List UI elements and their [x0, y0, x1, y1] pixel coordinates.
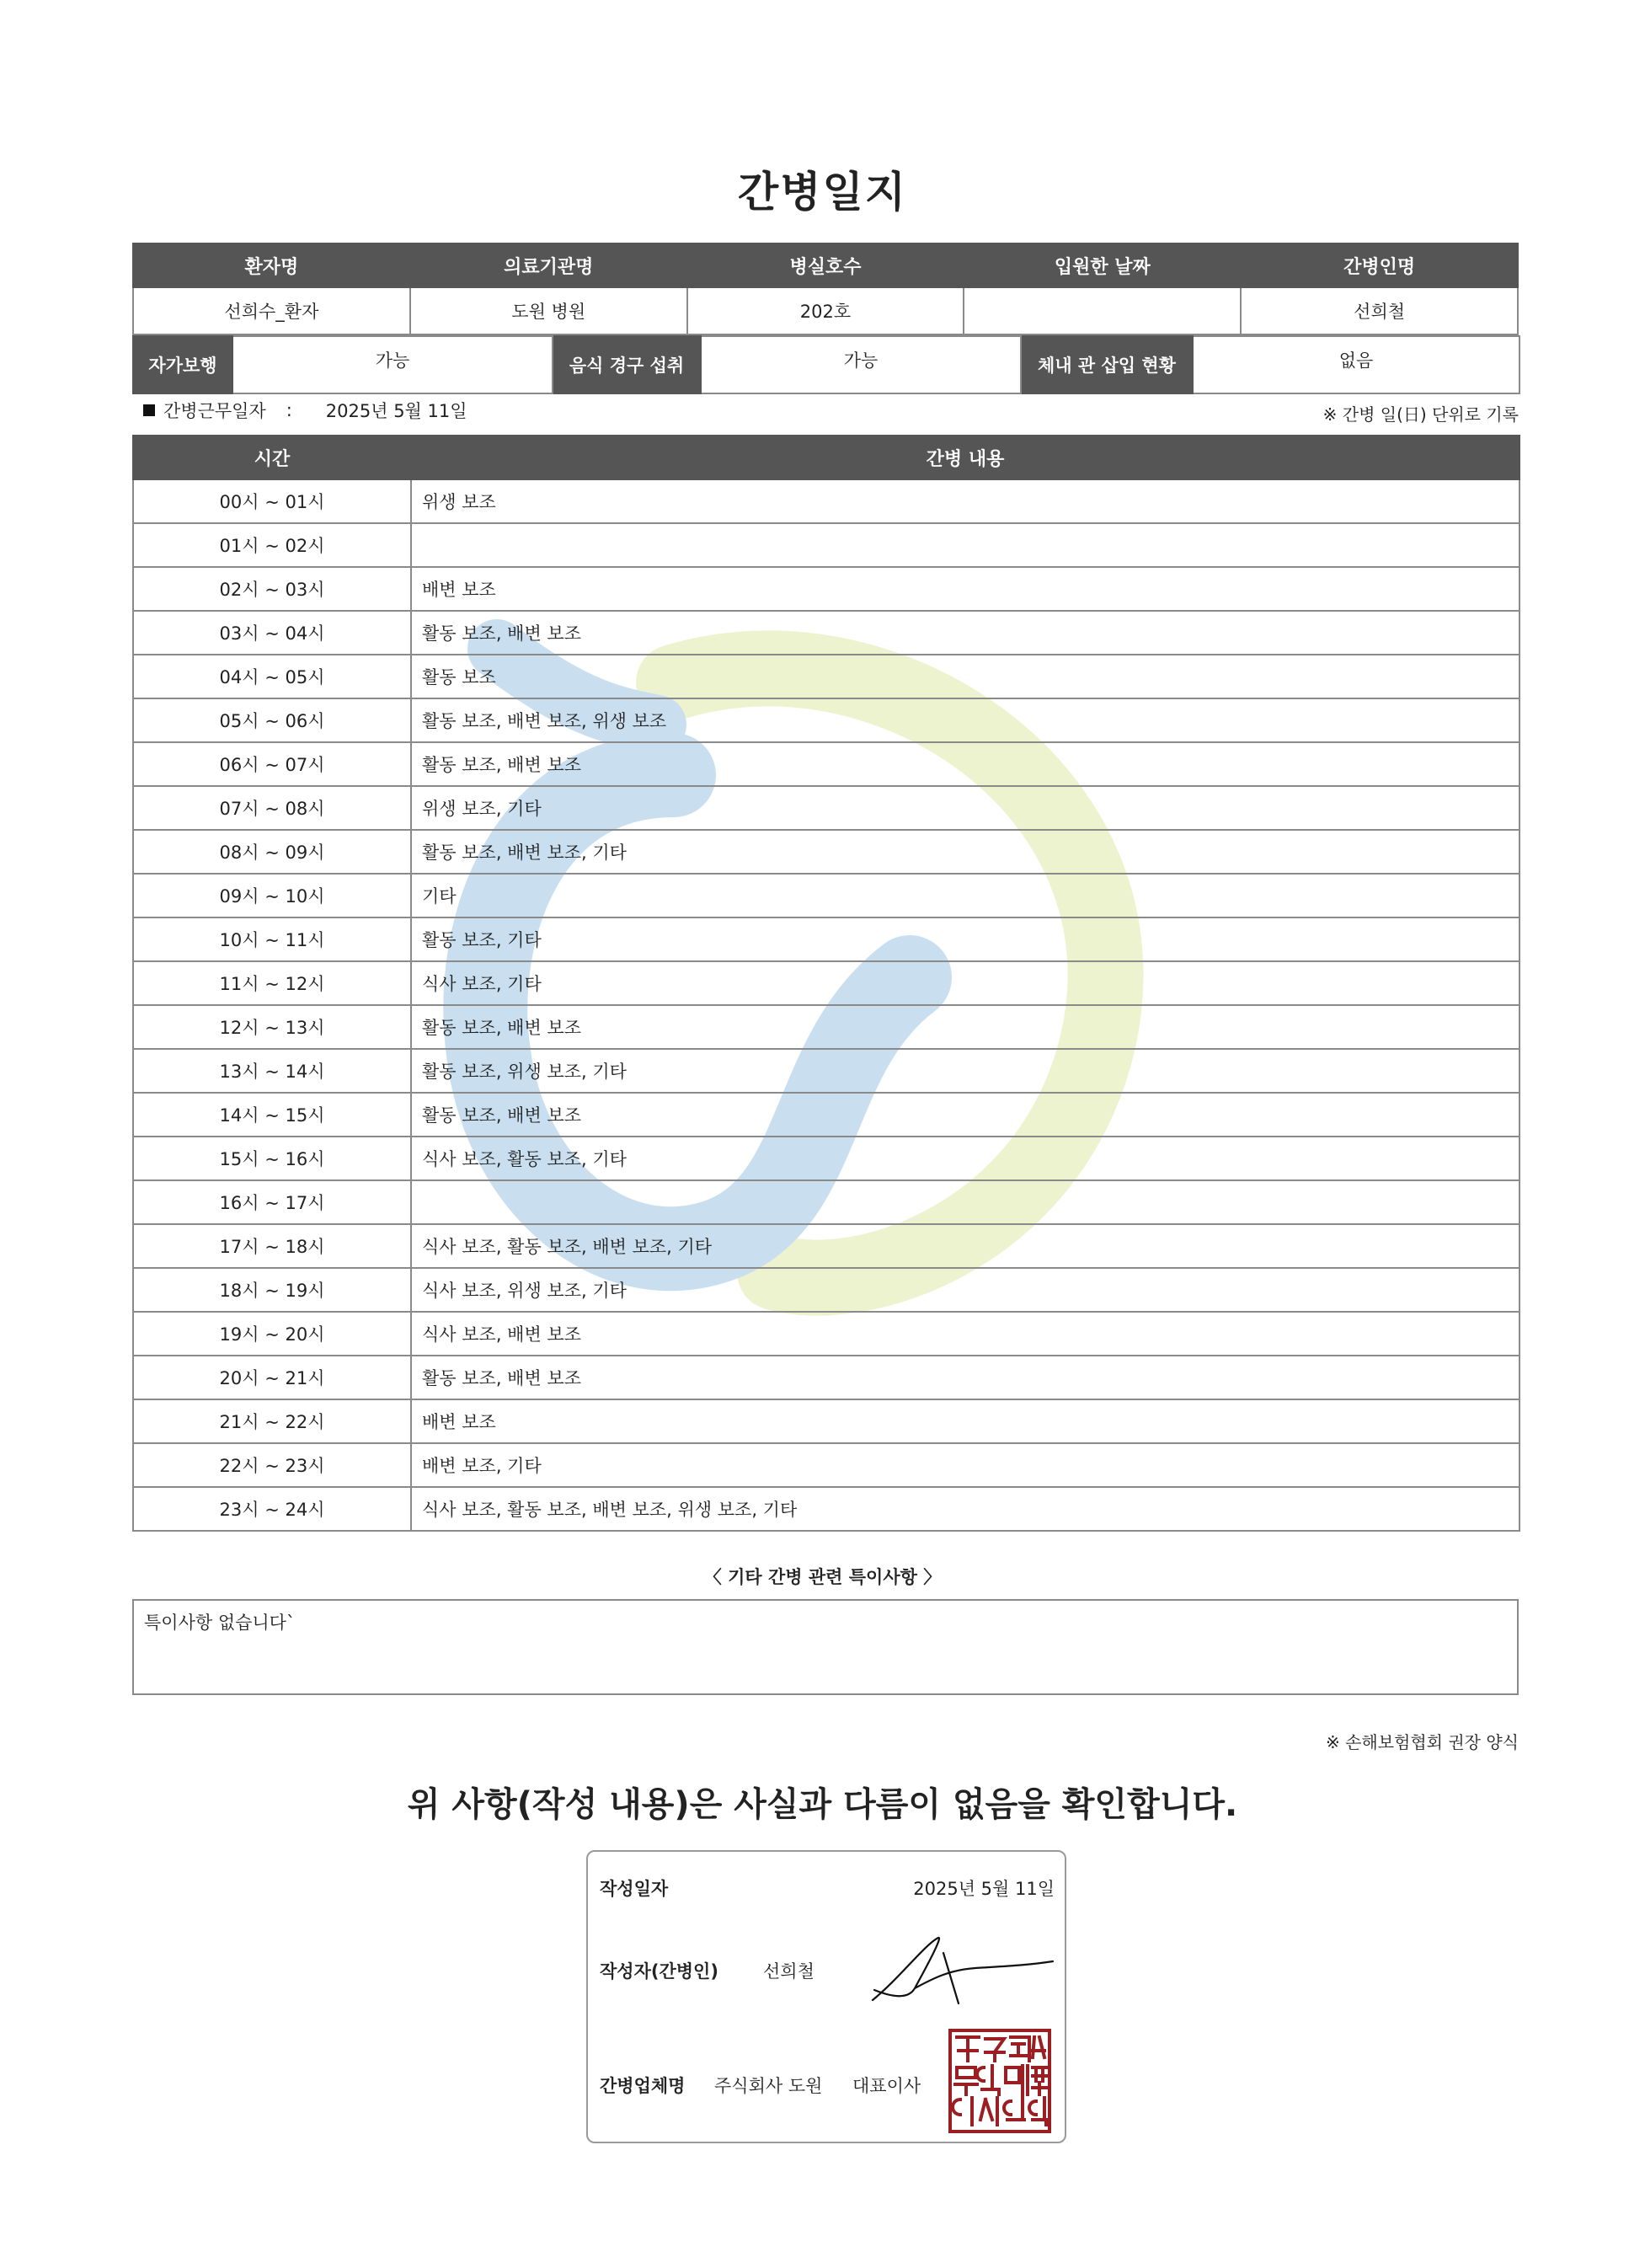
- confirmation-statement: 위 사항(작성 내용)은 사실과 다름이 없음을 확인합니다.: [407, 1785, 1238, 1824]
- company-seal-stamp-icon: [948, 2029, 1051, 2133]
- log-time: 16시 ~ 17시: [133, 1180, 411, 1224]
- patient-status-table: [132, 335, 1520, 394]
- work-date-separator: :: [286, 400, 292, 420]
- log-content: 배변 보조, 기타: [411, 1443, 1519, 1487]
- log-time: 04시 ~ 05시: [133, 655, 411, 698]
- log-row: [133, 1180, 1519, 1224]
- log-time: 21시 ~ 22시: [133, 1399, 411, 1443]
- log-content: [411, 523, 1519, 567]
- log-content: 기타: [411, 874, 1519, 917]
- log-content: 식사 보조, 활동 보조, 기타: [411, 1137, 1519, 1180]
- log-time: 03시 ~ 04시: [133, 611, 411, 655]
- log-time: 13시 ~ 14시: [133, 1049, 411, 1093]
- caregiver-name-header: 간병인명: [1241, 243, 1518, 287]
- log-time: 18시 ~ 19시: [133, 1268, 411, 1312]
- handwritten-signature-icon: [866, 1919, 1060, 2012]
- log-row: [133, 567, 1519, 611]
- log-content: 활동 보조, 배변 보조, 위생 보조: [411, 698, 1519, 742]
- log-content: 식사 보조, 위생 보조, 기타: [411, 1268, 1519, 1312]
- company-value: 주식회사 도원: [714, 2076, 823, 2096]
- log-row: [133, 1356, 1519, 1399]
- unit-note: ※ 간병 일(日) 단위로 기록: [1322, 404, 1519, 425]
- log-content: 위생 보조: [411, 479, 1519, 523]
- work-date-label: 간병근무일자: [163, 401, 266, 421]
- log-content: 식사 보조, 배변 보조: [411, 1312, 1519, 1356]
- log-row: [133, 1312, 1519, 1356]
- writer-value: 선희철: [763, 1961, 814, 1982]
- other-notes-content: 특이사항 없습니다`: [144, 1613, 296, 1633]
- log-row: [133, 917, 1519, 961]
- insurance-note: ※ 손해보험협회 권장 양식: [1325, 1732, 1519, 1752]
- log-content: 활동 보조, 배변 보조: [411, 611, 1519, 655]
- work-date: [143, 398, 467, 423]
- log-content: 식사 보조, 기타: [411, 961, 1519, 1005]
- log-content: 식사 보조, 활동 보조, 배변 보조, 위생 보조, 기타: [411, 1487, 1519, 1531]
- log-row: [133, 1049, 1519, 1093]
- patient-name-header: 환자명: [133, 243, 410, 287]
- log-row: [133, 523, 1519, 567]
- other-notes-title: 〈 기타 간병 관련 특이사항 〉: [703, 1567, 942, 1587]
- log-time: 20시 ~ 21시: [133, 1356, 411, 1399]
- log-row: [133, 1005, 1519, 1049]
- log-time: 17시 ~ 18시: [133, 1224, 411, 1268]
- log-content: 활동 보조, 배변 보조: [411, 742, 1519, 786]
- written-date-label: 작성일자: [600, 1879, 669, 1899]
- log-row: [133, 830, 1519, 874]
- signature-box: [586, 1850, 1066, 2143]
- company-label: 간병업체명: [600, 2076, 686, 2096]
- other-notes-box: [132, 1599, 1519, 1695]
- log-content: 활동 보조, 배변 보조: [411, 1005, 1519, 1049]
- log-row: [133, 1137, 1519, 1180]
- log-row: [133, 1399, 1519, 1443]
- log-content: 활동 보조, 배변 보조, 기타: [411, 830, 1519, 874]
- log-row: [133, 742, 1519, 786]
- log-time: 00시 ~ 01시: [133, 479, 411, 523]
- ceo-label: 대표이사: [852, 2076, 921, 2096]
- room-number-value: 202호: [687, 287, 964, 334]
- log-content: 활동 보조, 배변 보조: [411, 1356, 1519, 1399]
- log-row: [133, 479, 1519, 523]
- log-time: 01시 ~ 02시: [133, 523, 411, 567]
- admission-date-value: [964, 287, 1241, 334]
- log-content: [411, 1180, 1519, 1224]
- log-row: [133, 786, 1519, 830]
- tube-insertion-label: 체내 관 삽입 현황: [1021, 336, 1193, 393]
- caregiver-name-value: 선희철: [1241, 287, 1518, 334]
- log-row: [133, 1093, 1519, 1137]
- log-content: 배변 보조: [411, 1399, 1519, 1443]
- log-time: 06시 ~ 07시: [133, 742, 411, 786]
- log-row: [133, 698, 1519, 742]
- log-time: 15시 ~ 16시: [133, 1137, 411, 1180]
- log-time: 09시 ~ 10시: [133, 874, 411, 917]
- log-row: [133, 961, 1519, 1005]
- log-time: 22시 ~ 23시: [133, 1443, 411, 1487]
- oral-intake-label: 음식 경구 섭취: [553, 336, 701, 393]
- log-time: 14시 ~ 15시: [133, 1093, 411, 1137]
- log-time: 05시 ~ 06시: [133, 698, 411, 742]
- log-time: 08시 ~ 09시: [133, 830, 411, 874]
- log-time: 12시 ~ 13시: [133, 1005, 411, 1049]
- tube-insertion-value: 없음: [1193, 336, 1519, 393]
- care-log-table: [132, 435, 1520, 1532]
- room-number-header: 병실호수: [687, 243, 964, 287]
- patient-info-table: [132, 243, 1519, 335]
- care-log-body: [133, 479, 1519, 1531]
- log-time: 19시 ~ 20시: [133, 1312, 411, 1356]
- log-content: 위생 보조, 기타: [411, 786, 1519, 830]
- work-date-value: 2025년 5월 11일: [325, 401, 467, 421]
- log-row: [133, 655, 1519, 698]
- self-walking-label: 자가보행: [133, 336, 232, 393]
- self-walking-value: 가능: [232, 336, 553, 393]
- admission-date-header: 입원한 날짜: [964, 243, 1241, 287]
- written-date-value: 2025년 5월 11일: [913, 1879, 1055, 1899]
- time-header: 시간: [133, 436, 411, 479]
- log-row: [133, 1224, 1519, 1268]
- log-row: [133, 1268, 1519, 1312]
- log-row: [133, 1443, 1519, 1487]
- log-content: 활동 보조, 배변 보조: [411, 1093, 1519, 1137]
- log-time: 10시 ~ 11시: [133, 917, 411, 961]
- bullet-square-icon: [143, 404, 155, 416]
- log-row: [133, 611, 1519, 655]
- hospital-name-header: 의료기관명: [410, 243, 687, 287]
- oral-intake-value: 가능: [701, 336, 1021, 393]
- log-row: [133, 1487, 1519, 1531]
- patient-name-value: 선희수_환자: [133, 287, 410, 334]
- hospital-name-value: 도원 병원: [410, 287, 687, 334]
- log-time: 07시 ~ 08시: [133, 786, 411, 830]
- log-content: 식사 보조, 활동 보조, 배변 보조, 기타: [411, 1224, 1519, 1268]
- page-title: 간병일지: [737, 168, 908, 217]
- log-content: 활동 보조, 위생 보조, 기타: [411, 1049, 1519, 1093]
- writer-label: 작성자(간병인): [600, 1961, 718, 1982]
- log-content: 활동 보조, 기타: [411, 917, 1519, 961]
- log-time: 23시 ~ 24시: [133, 1487, 411, 1531]
- log-time: 11시 ~ 12시: [133, 961, 411, 1005]
- log-row: [133, 874, 1519, 917]
- log-content: 활동 보조: [411, 655, 1519, 698]
- log-time: 02시 ~ 03시: [133, 567, 411, 611]
- content-header: 간병 내용: [411, 436, 1519, 479]
- log-content: 배변 보조: [411, 567, 1519, 611]
